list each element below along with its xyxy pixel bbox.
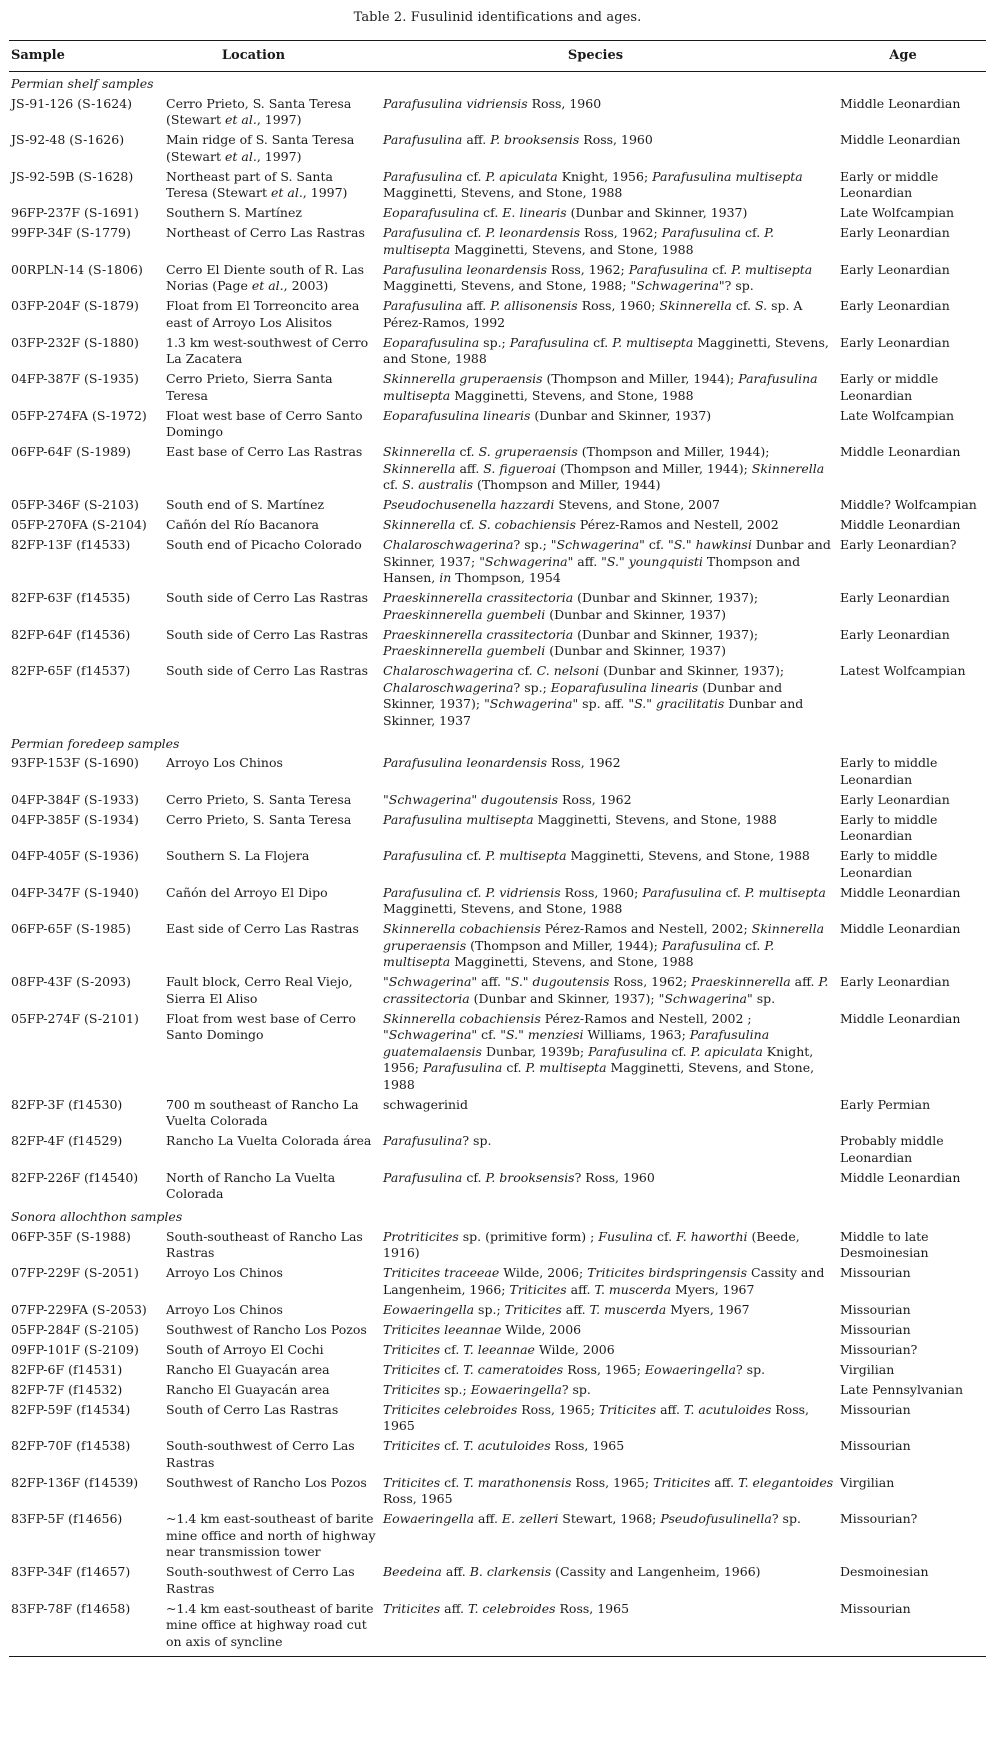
sample-cell: 83FP-78F (f14658)	[11, 1600, 131, 1616]
sample-cell: 82FP-7F (f14532)	[11, 1381, 123, 1397]
location-cell: Southwest of Rancho Los Pozos	[166, 1474, 367, 1490]
table-row	[9, 95, 986, 132]
location-cell: Main ridge of S. Santa Teresa (Stewart et al., 1997)	[166, 132, 355, 164]
table-row	[9, 1437, 986, 1474]
species-cell: Parafusulina multisepta Magginetti, Stevens, and Stone, 1988	[383, 811, 777, 827]
species-cell: Parafusulina vidriensis Ross, 1960	[383, 95, 602, 111]
species-cell: Eoparafusulina linearis (Dunbar and Skinner, 1937)	[383, 407, 712, 423]
sample-cell: 00RPLN-14 (S-1806)	[11, 261, 143, 277]
location-cell: 1.3 km west-southwest of Cerro La Zacatera	[166, 334, 369, 366]
age-cell: Middle Leonardian	[840, 95, 961, 111]
table-row	[9, 1381, 986, 1401]
species-cell: Parafusulina cf. P. brooksensis? Ross, 1960	[383, 1169, 655, 1185]
age-cell: Early Leonardian	[840, 590, 950, 605]
sample-cell: 05FP-274F (S-2101)	[11, 1010, 139, 1026]
section-title: Sonora allochthon samples	[11, 1209, 183, 1224]
sample-cell: 82FP-70F (f14538)	[11, 1438, 131, 1453]
sample-cell: 96FP-237F (S-1691)	[11, 205, 139, 220]
location-cell: Southwest of Rancho Los Pozos	[166, 1321, 367, 1337]
age-cell: Missourian	[840, 1401, 911, 1417]
age-cell: Early Leonardian	[840, 791, 950, 807]
species-cell: Triticites celebroides Ross, 1965; Triticites aff. T. acutuloides Ross, 1965	[383, 1401, 810, 1433]
age-cell: Middle Leonardian	[840, 1169, 961, 1185]
location-cell: ~1.4 km east-southeast of barite mine office at highway road cut on axis of syncline	[166, 1600, 374, 1649]
species-cell: Triticites cf. T. acutuloides Ross, 1965	[383, 1438, 625, 1453]
sample-cell: 06FP-64F (S-1989)	[11, 444, 131, 459]
table-row	[9, 662, 986, 732]
species-cell: Eoparafusulina sp.; Parafusulina cf. P. multisepta Magginetti, Stevens, and Stone, 1988	[383, 334, 829, 366]
table-row	[9, 1169, 986, 1206]
location-cell: East base of Cerro Las Rastras	[166, 444, 363, 459]
sample-cell: 83FP-5F (f14656)	[11, 1511, 123, 1526]
age-cell: Desmoinesian	[840, 1564, 929, 1579]
species-cell: Skinnerella cf. S. gruperaensis (Thompson and Miller, 1944); Skinnerella aff. S. figueroai (Thompson and Miller, 1944); Skinnerella cf. S. australis (Thompson and Miller, 1944)	[383, 444, 825, 492]
location-cell: Southern S. Martínez	[166, 205, 302, 220]
location-cell: South side of Cerro Las Rastras	[166, 626, 369, 642]
location-cell: Float from west base of Cerro Santo Domingo	[166, 1010, 356, 1042]
age-cell: Early or middle Leonardian	[840, 371, 939, 403]
table-row	[9, 334, 986, 371]
table-row	[9, 847, 986, 884]
species-cell: Praeskinnerella crassitectoria (Dunbar and Skinner, 1937); Praeskinnerella guembeli (Dunbar and Skinner, 1937)	[383, 626, 759, 658]
species-cell: Skinnerella cobachiensis Pérez-Ramos and Nestell, 2002; Skinnerella gruperaensis (Thompson and Miller, 1944); Parafusulina cf. P. multisepta Magginetti, Stevens, and Stone, 1988	[383, 921, 825, 969]
age-cell: Middle Leonardian	[840, 1010, 961, 1026]
sample-cell: 07FP-229FA (S-2053)	[11, 1301, 147, 1317]
sample-cell: 06FP-35F (S-1988)	[11, 1228, 131, 1244]
species-cell: "Schwagerina" aff. "S." dugoutensis Ross, 1962; Praeskinnerella aff. P. crassitectoria (Dunbar and Skinner, 1937); "Schwagerina" sp.	[383, 974, 829, 1006]
species-cell: Parafusulina cf. P. apiculata Knight, 1956; Parafusulina multisepta Magginetti, Stevens, and Stone, 1988	[383, 168, 803, 200]
species-cell: Eowaeringella sp.; Triticites aff. T. muscerda Myers, 1967	[383, 1301, 750, 1317]
location-cell: Arroyo Los Chinos	[166, 755, 283, 770]
species-cell: Triticites leeannae Wilde, 2006	[383, 1321, 582, 1337]
age-cell: Missourian?	[840, 1341, 918, 1357]
age-cell: Early to middle Leonardian	[840, 755, 938, 787]
table-row	[9, 443, 986, 496]
sample-cell: 83FP-34F (f14657)	[11, 1564, 131, 1579]
sample-cell: 82FP-136F (f14539)	[11, 1474, 139, 1490]
table-row	[9, 204, 986, 224]
age-cell: Early Leonardian	[840, 974, 950, 989]
location-cell: South end of S. Martínez	[166, 497, 325, 512]
age-cell: Missourian?	[840, 1511, 918, 1526]
sample-cell: 82FP-63F (f14535)	[11, 590, 131, 605]
table-row	[9, 1321, 986, 1341]
location-cell: Northeast part of S. Santa Teresa (Stewart et al., 1997)	[166, 168, 348, 200]
location-cell: Rancho El Guayacán area	[166, 1361, 330, 1377]
location-cell: Cerro Prieto, S. Santa Teresa (Stewart et al., 1997)	[166, 95, 352, 127]
location-cell: Cerro Prieto, S. Santa Teresa	[166, 811, 352, 827]
table-row	[9, 168, 986, 205]
table-row	[9, 1474, 986, 1511]
sample-cell: 07FP-229F (S-2051)	[11, 1265, 139, 1280]
table-row	[9, 536, 986, 589]
sample-cell: 99FP-34F (S-1779)	[11, 225, 131, 240]
age-cell: Middle Leonardian	[840, 132, 961, 147]
age-cell: Early or middle Leonardian	[840, 168, 939, 200]
location-cell: Float from El Torreoncito area east of Arroyo Los Alisitos	[166, 298, 360, 330]
location-cell: Cerro Prieto, Sierra Santa Teresa	[166, 371, 333, 403]
table-row	[9, 1132, 986, 1169]
sample-cell: 82FP-64F (f14536)	[11, 626, 131, 642]
age-cell: Early Leonardian	[840, 334, 950, 350]
table-row	[9, 1600, 986, 1657]
age-cell: Late Wolfcampian	[840, 407, 955, 423]
location-cell: Cerro El Diente south of R. Las Norias (Page et al., 2003)	[166, 261, 365, 293]
table-row	[9, 1264, 986, 1301]
age-cell: Late Pennsylvanian	[840, 1381, 964, 1397]
species-cell: Chalaroschwagerina cf. C. nelsoni (Dunbar and Skinner, 1937); Chalaroschwagerina? sp.; Eoparafusulina linearis (Dunbar and Skinner, 1937); "Schwagerina" sp. aff. "S." gracilitatis Dunbar and Skinner, 1937	[383, 663, 804, 728]
sample-cell: 82FP-13F (f14533)	[11, 537, 131, 552]
section-title: Permian foredeep samples	[11, 735, 180, 751]
age-cell: Latest Wolfcampian	[840, 663, 966, 678]
table-row	[9, 1361, 986, 1381]
species-cell: Skinnerella cobachiensis Pérez-Ramos and Nestell, 2002 ; "Schwagerina" cf. "S." menziesi Williams, 1963; Parafusulina guatemalaensis Dunbar, 1939b; Parafusulina cf. P. apiculata Knight, 1956; Parafusulina cf. P. multisepta Magginetti, Stevens, and Stone, 1988	[383, 1010, 815, 1092]
age-cell: Early Permian	[840, 1096, 931, 1112]
sample-cell: 04FP-384F (S-1933)	[11, 791, 139, 807]
sample-cell: 82FP-3F (f14530)	[11, 1096, 123, 1112]
species-cell: Parafusulina aff. P. brooksensis Ross, 1960	[383, 132, 653, 147]
table-row	[9, 884, 986, 921]
species-cell: Protriticites sp. (primitive form) ; Fusulina cf. F. haworthi (Beede, 1916)	[383, 1228, 800, 1260]
age-cell: Virgilian	[840, 1474, 895, 1490]
location-cell: Fault block, Cerro Real Viejo, Sierra El Aliso	[166, 974, 353, 1006]
location-cell: South-southeast of Rancho Las Rastras	[166, 1228, 363, 1260]
location-cell: Cañón del Arroyo El Dipo	[166, 884, 328, 900]
sample-cell: 06FP-65F (S-1985)	[11, 921, 131, 936]
species-cell: Praeskinnerella crassitectoria (Dunbar and Skinner, 1937); Praeskinnerella guembeli (Dunbar and Skinner, 1937)	[383, 590, 759, 622]
table-row	[9, 1010, 986, 1096]
location-cell: Cañón del Río Bacanora	[166, 517, 319, 532]
species-cell: Eoparafusulina cf. E. linearis (Dunbar and Skinner, 1937)	[383, 205, 748, 220]
location-cell: Rancho La Vuelta Colorada área	[166, 1133, 372, 1148]
section-row	[9, 732, 986, 755]
age-cell: Missourian	[840, 1438, 911, 1453]
table-row	[9, 1228, 986, 1265]
sample-cell: 82FP-4F (f14529)	[11, 1133, 123, 1148]
sample-cell: 04FP-385F (S-1934)	[11, 811, 139, 827]
species-cell: Beedeina aff. B. clarkensis (Cassity and Langenheim, 1966)	[383, 1564, 761, 1579]
age-cell: Probably middle Leonardian	[840, 1133, 944, 1165]
table-row	[9, 297, 986, 334]
location-cell: East side of Cerro Las Rastras	[166, 921, 359, 936]
header-location: Location	[221, 47, 286, 63]
sample-cell: 04FP-347F (S-1940)	[11, 884, 139, 900]
table-row	[9, 1401, 986, 1438]
sample-cell: 08FP-43F (S-2093)	[11, 974, 131, 989]
location-cell: South of Cerro Las Rastras	[166, 1401, 339, 1417]
table-row	[9, 131, 986, 168]
species-cell: Pseudochusenella hazzardi Stevens, and Stone, 2007	[383, 497, 720, 512]
fusulinid-table	[9, 40, 986, 1657]
sample-cell: 05FP-284F (S-2105)	[11, 1321, 139, 1337]
sample-cell: 09FP-101F (S-2109)	[11, 1341, 139, 1357]
location-cell: Float west base of Cerro Santo Domingo	[166, 407, 363, 439]
table-row	[9, 261, 986, 298]
location-cell: Rancho El Guayacán area	[166, 1381, 330, 1397]
species-cell: Triticites cf. T. marathonensis Ross, 1965; Triticites aff. T. elegantoides Ross, 1965	[383, 1474, 834, 1506]
location-cell: Arroyo Los Chinos	[166, 1265, 283, 1280]
table-row	[9, 496, 986, 516]
species-cell: Parafusulina cf. P. multisepta Magginetti, Stevens, and Stone, 1988	[383, 848, 810, 863]
table-row	[9, 224, 986, 261]
age-cell: Early to middle Leonardian	[840, 811, 938, 843]
species-cell: Skinnerella cf. S. cobachiensis Pérez-Ramos and Nestell, 2002	[383, 517, 779, 532]
location-cell: Cerro Prieto, S. Santa Teresa	[166, 791, 352, 807]
sample-cell: 93FP-153F (S-1690)	[11, 755, 139, 770]
age-cell: Missourian	[840, 1265, 911, 1280]
species-cell: Parafusulina cf. P. leonardensis Ross, 1962; Parafusulina cf. P. multisepta Magginetti, Stevens, and Stone, 1988	[383, 225, 775, 257]
location-cell: South side of Cerro Las Rastras	[166, 590, 369, 605]
header-species: Species	[567, 47, 624, 63]
table-row	[9, 920, 986, 973]
table-row	[9, 626, 986, 663]
age-cell: Early Leonardian?	[840, 537, 957, 552]
table-row	[9, 1301, 986, 1321]
table-row	[9, 973, 986, 1010]
species-cell: Triticites cf. T. cameratoides Ross, 1965; Eowaeringella? sp.	[383, 1361, 766, 1377]
table-body	[9, 72, 986, 1657]
age-cell: Middle Leonardian	[840, 921, 961, 936]
age-cell: Missourian	[840, 1301, 911, 1317]
table-row	[9, 1341, 986, 1361]
sample-cell: 05FP-274FA (S-1972)	[11, 407, 147, 423]
section-title: Permian shelf samples	[11, 76, 154, 91]
location-cell: South-southwest of Cerro Las Rastras	[166, 1438, 355, 1470]
age-cell: Middle Leonardian	[840, 517, 961, 532]
table-row	[9, 516, 986, 536]
sample-cell: JS-92-48 (S-1626)	[11, 132, 125, 147]
location-cell: South side of Cerro Las Rastras	[166, 663, 369, 678]
age-cell: Middle Leonardian	[840, 884, 961, 900]
species-cell: "Schwagerina" dugoutensis Ross, 1962	[383, 791, 632, 807]
table-row	[9, 589, 986, 626]
species-cell: Parafusulina aff. P. allisonensis Ross, 1960; Skinnerella cf. S. sp. A Pérez-Ramos, 1992	[383, 298, 803, 330]
species-cell: Parafusulina cf. P. vidriensis Ross, 1960; Parafusulina cf. P. multisepta Magginetti, Stevens, and Stone, 1988	[383, 884, 826, 916]
sample-cell: 82FP-59F (f14534)	[11, 1401, 131, 1417]
table-row	[9, 791, 986, 811]
age-cell: Early Leonardian	[840, 261, 950, 277]
table-row	[9, 1510, 986, 1563]
species-cell: schwagerinid	[383, 1096, 469, 1112]
species-cell: Triticites cf. T. leeannae Wilde, 2006	[383, 1341, 615, 1357]
species-cell: Eowaeringella aff. E. zelleri Stewart, 1968; Pseudofusulinella? sp.	[383, 1511, 801, 1526]
location-cell: Southern S. La Flojera	[166, 848, 310, 863]
location-cell: Arroyo Los Chinos	[166, 1301, 283, 1317]
table-row	[9, 1096, 986, 1133]
species-cell: Parafusulina leonardensis Ross, 1962; Parafusulina cf. P. multisepta Magginetti, Stevens, and Stone, 1988; "Schwagerina"? sp.	[383, 261, 813, 293]
table-header	[9, 41, 986, 72]
sample-cell: JS-91-126 (S-1624)	[11, 95, 133, 111]
table-row	[9, 1563, 986, 1600]
age-cell: Virgilian	[840, 1361, 895, 1377]
sample-cell: 05FP-346F (S-2103)	[11, 497, 139, 512]
sample-cell: 03FP-204F (S-1879)	[11, 298, 139, 313]
sample-cell: 05FP-270FA (S-2104)	[11, 517, 147, 532]
location-cell: Northeast of Cerro Las Rastras	[166, 225, 365, 240]
age-cell: Middle to late Desmoinesian	[840, 1228, 929, 1260]
sample-cell: 04FP-405F (S-1936)	[11, 848, 139, 863]
sample-cell: 82FP-6F (f14531)	[11, 1361, 123, 1377]
table-caption: Table 2. Fusulinid identifications and ages.	[353, 10, 642, 25]
age-cell: Middle? Wolfcampian	[840, 497, 977, 512]
sample-cell: 82FP-226F (f14540)	[11, 1169, 139, 1185]
age-cell: Early Leonardian	[840, 626, 950, 642]
age-cell: Early to middle Leonardian	[840, 848, 938, 880]
location-cell: South end of Picacho Colorado	[166, 537, 362, 552]
age-cell: Late Wolfcampian	[840, 205, 955, 220]
sample-cell: 03FP-232F (S-1880)	[11, 334, 139, 350]
table-row	[9, 754, 986, 791]
sample-cell: JS-92-59B (S-1628)	[11, 168, 134, 184]
location-cell: ~1.4 km east-southeast of barite mine office and north of highway near transmission tower	[166, 1511, 376, 1559]
location-cell: 700 m southeast of Rancho La Vuelta Colorada	[166, 1096, 359, 1128]
age-cell: Early Leonardian	[840, 298, 950, 313]
table-row	[9, 407, 986, 444]
section-row	[9, 1205, 986, 1228]
species-cell: Triticites aff. T. celebroides Ross, 1965	[383, 1600, 630, 1616]
species-cell: Triticites sp.; Eowaeringella? sp.	[383, 1381, 591, 1397]
sample-cell: 04FP-387F (S-1935)	[11, 371, 139, 386]
header-sample: Sample	[11, 47, 65, 63]
location-cell: South-southwest of Cerro Las Rastras	[166, 1564, 355, 1596]
section-row	[9, 72, 986, 95]
species-cell: Skinnerella gruperaensis (Thompson and Miller, 1944); Parafusulina multisepta Magginetti, Stevens, and Stone, 1988	[383, 371, 818, 403]
species-cell: Triticites traceeae Wilde, 2006; Triticites birdspringensis Cassity and Langenheim, 1966; Triticites aff. T. muscerda Myers, 1967	[383, 1265, 825, 1297]
location-cell: South of Arroyo El Cochi	[166, 1341, 324, 1357]
species-cell: Parafusulina? sp.	[383, 1133, 492, 1148]
age-cell: Early Leonardian	[840, 225, 950, 240]
location-cell: North of Rancho La Vuelta Colorada	[166, 1169, 336, 1201]
header-age: Age	[889, 47, 917, 63]
species-cell: Chalaroschwagerina? sp.; "Schwagerina" cf. "S." hawkinsi Dunbar and Skinner, 1937; "Schwagerina" aff. "S." youngquisti Thompson and Hansen, in Thompson, 1954	[383, 537, 831, 585]
age-cell: Missourian	[840, 1321, 911, 1337]
table-row	[9, 370, 986, 407]
age-cell: Middle Leonardian	[840, 444, 961, 459]
sample-cell: 82FP-65F (f14537)	[11, 663, 131, 678]
table-row	[9, 811, 986, 848]
species-cell: Parafusulina leonardensis Ross, 1962	[383, 755, 621, 770]
age-cell: Missourian	[840, 1600, 911, 1616]
